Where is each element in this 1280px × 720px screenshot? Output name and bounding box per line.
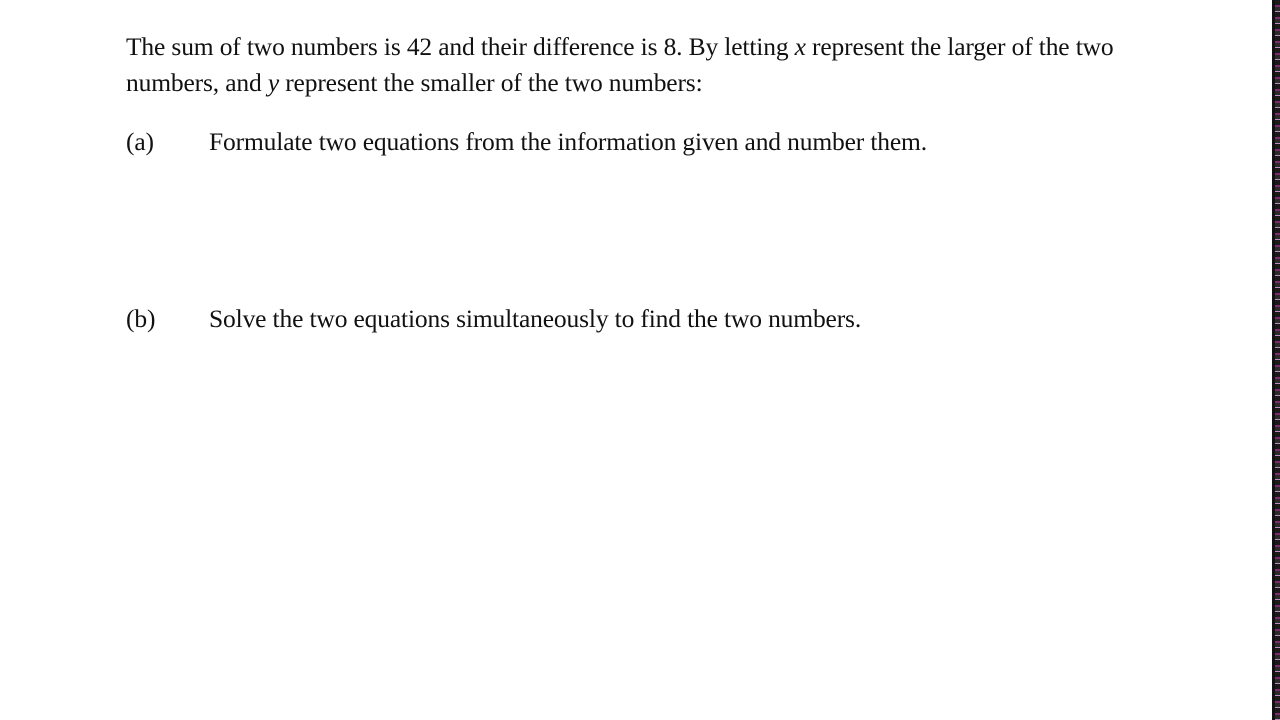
problem-text-part2: represent the larger of the two numbers, and [126,32,1114,97]
problem-statement [126,29,1186,101]
question-b-label: (b) [126,304,156,333]
variable-y: y [267,68,279,97]
question-b-text: Solve the two equations simultaneously to find the two numbers. [209,304,862,333]
problem-text-part3: represent the smaller of the two numbers: [278,68,703,97]
window-edge-strip [1272,0,1280,720]
question-a-label: (a) [126,127,154,156]
variable-x: x [794,32,806,61]
problem-text-part1: The sum of two numbers is 42 and their difference is 8. By letting [126,32,795,61]
question-a-text: Formulate two equations from the information given and number them. [209,127,927,156]
